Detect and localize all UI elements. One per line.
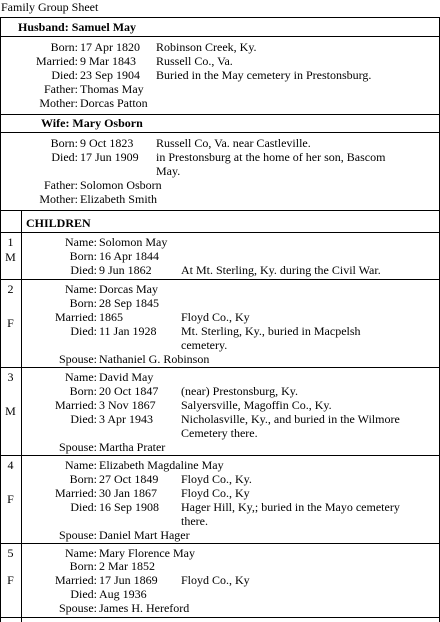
child-spouse-label: Spouse: [58, 440, 97, 454]
child-spouse: Martha Prater [99, 440, 166, 454]
husband-header-rule [0, 36, 440, 37]
wife-header: Wife: Mary Osborn [41, 116, 143, 130]
wife-father-label: Father: [44, 178, 78, 192]
wife-header-rule [0, 132, 440, 133]
child-died: 11 Jan 1928 [99, 324, 157, 338]
child-born-label: Born: [69, 384, 97, 398]
child-name-label: Name: [65, 370, 97, 384]
husband-father-label: Father: [44, 82, 78, 96]
child-died-place: At Mt. Sterling, Ky. during the Civil War. [181, 263, 381, 277]
child-married-place: Floyd Co., Ky [181, 310, 250, 324]
husband-married-label: Married: [36, 54, 78, 68]
wife-died-label: Died: [51, 150, 78, 164]
child-born-place: Floyd Co., Ky. [181, 472, 252, 486]
child-born-label: Born: [69, 472, 97, 486]
child-sex: F [7, 316, 14, 330]
frame-top-line [0, 17, 440, 18]
child-divider [0, 367, 440, 368]
child-died-label: Died: [70, 412, 97, 426]
child-name-label: Name: [65, 282, 97, 296]
child-name-label: Name: [65, 458, 97, 472]
child-married-place: Floyd Co., Ky [181, 573, 250, 587]
wife-died-date: 17 Jun 1909 [80, 150, 139, 164]
husband-married-date: 9 Mar 1843 [80, 54, 136, 68]
husband-born-place: Robinson Creek, Ky. [156, 40, 257, 54]
children-top-rule [0, 210, 440, 211]
child-sex: M [5, 404, 16, 418]
child-sex: F [7, 492, 14, 506]
child-married: 30 Jan 1867 [99, 486, 157, 500]
child-number: 4 [7, 458, 14, 472]
child-born: 28 Sep 1845 [99, 296, 159, 310]
children-header: CHILDREN [26, 216, 91, 230]
wife-died-place-line1: in Prestonsburg at the home of her son, Bascom [156, 150, 386, 164]
child-married: 17 Jun 1869 [99, 573, 158, 587]
child-number: 2 [7, 282, 14, 296]
child-spouse-label: Spouse: [58, 601, 97, 615]
child-died: 3 Apr 1943 [99, 412, 153, 426]
child-married-place: Floyd Co., Ky [181, 486, 250, 500]
child-died-place-line2: cemetery. [181, 338, 228, 352]
wife-born-place: Russell Co, Va. near Castleville. [156, 136, 311, 150]
husband-died-place: Buried in the May cemetery in Prestonsburg. [156, 68, 372, 82]
wife-father: Solomon Osborn [80, 178, 162, 192]
husband-mother: Dorcas Patton [80, 96, 148, 110]
child-married-label: Married: [55, 310, 97, 324]
husband-married-place: Russell Co., Va. [156, 54, 233, 68]
child-divider [0, 279, 440, 280]
husband-mother-label: Mother: [39, 96, 78, 110]
child-died-place-line2: there. [181, 514, 208, 528]
child-name: Mary Florence May [99, 546, 195, 560]
child-born: 2 Mar 1852 [99, 559, 155, 573]
wife-born-date: 9 Oct 1823 [80, 136, 134, 150]
child-married-label: Married: [55, 486, 97, 500]
wife-born-label: Born: [50, 136, 78, 150]
husband-died-label: Died: [51, 68, 78, 82]
child-died-label: Died: [70, 587, 97, 601]
child-number: 5 [7, 546, 14, 560]
husband-header: Husband: Samuel May [18, 20, 137, 34]
child-born-label: Born: [69, 296, 97, 310]
child-married-label: Married: [55, 398, 97, 412]
husband-father: Thomas May [80, 82, 144, 96]
child-divider [0, 455, 440, 456]
child-name-label: Name: [65, 546, 97, 560]
child-died-place-line1: Mt. Sterling, Ky., buried in Macpelsh [181, 324, 361, 338]
child-number: 3 [7, 370, 14, 384]
child-name: Dorcas May [99, 282, 158, 296]
child-died-place-line2: Cemetery there. [181, 426, 258, 440]
child-died-label: Died: [70, 500, 97, 514]
document-title: Family Group Sheet [1, 0, 99, 14]
wife-mother: Elizabeth Smith [80, 192, 157, 206]
child-died: 9 Jun 1862 [99, 263, 152, 277]
child-sex: F [7, 573, 14, 587]
child-spouse: Daniel Mart Hager [99, 528, 190, 542]
child-born: 27 Oct 1849 [99, 472, 159, 486]
child-died: Aug 1936 [99, 587, 147, 601]
child-died-label: Died: [70, 324, 97, 338]
children-number-column-rule [21, 210, 22, 622]
child-married: 3 Nov 1867 [99, 398, 156, 412]
child-name: Elizabeth Magdaline May [99, 458, 224, 472]
child-spouse-label: Spouse: [58, 528, 97, 542]
child-divider [0, 617, 440, 618]
child-died-place-line1: Hager Hill, Ky,; buried in the Mayo cemetery [181, 500, 400, 514]
child-name: David May [99, 370, 154, 384]
child-divider [0, 543, 440, 544]
child-died-label: Died: [70, 263, 97, 277]
child-spouse: James H. Hereford [99, 601, 190, 615]
child-spouse: Nathaniel G. Robinson [99, 352, 210, 366]
child-married: 1865 [99, 310, 123, 324]
child-born: 20 Oct 1847 [99, 384, 159, 398]
child-died: 16 Sep 1908 [99, 500, 159, 514]
child-number: 1 [7, 235, 14, 249]
child-born-place: (near) Prestonsburg, Ky. [181, 384, 298, 398]
wife-top-rule [0, 114, 440, 115]
husband-died-date: 23 Sep 1904 [80, 68, 140, 82]
husband-born-date: 17 Apr 1820 [80, 40, 140, 54]
child-born-label: Born: [69, 249, 97, 263]
child-born: 16 Apr 1844 [99, 249, 159, 263]
child-married-label: Married: [55, 573, 97, 587]
child-sex: M [5, 250, 16, 264]
wife-died-place-line2: May. [156, 164, 181, 178]
child-married-place: Salyersville, Magoffin Co., Ky. [181, 398, 332, 412]
child-name-label: Name: [65, 235, 97, 249]
child-name: Solomon May [99, 235, 168, 249]
child-died-place-line1: Nicholasville, Ky., and buried in the Wilmore [181, 412, 400, 426]
child-spouse-label: Spouse: [58, 352, 97, 366]
husband-born-label: Born: [50, 40, 78, 54]
wife-mother-label: Mother: [39, 192, 78, 206]
children-header-rule [0, 232, 440, 233]
child-born-label: Born: [69, 559, 97, 573]
